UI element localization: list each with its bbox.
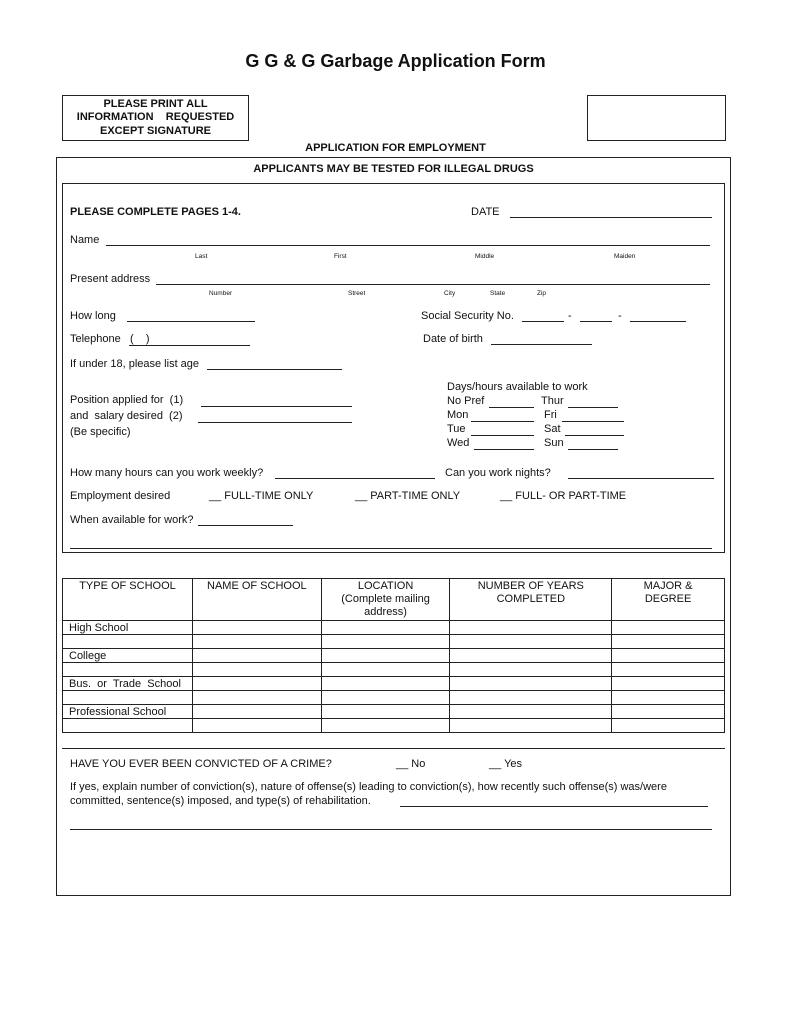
- table-cell[interactable]: [450, 719, 612, 733]
- table-cell[interactable]: [192, 691, 321, 705]
- education-header-location: LOCATION (Complete mailing address): [321, 579, 450, 621]
- crime-explain-field-2[interactable]: [70, 829, 712, 830]
- crime-section-divider: [62, 748, 725, 749]
- ssn-field-1[interactable]: [522, 321, 564, 322]
- full-or-part-time-option[interactable]: __ FULL- OR PART-TIME: [500, 490, 627, 502]
- school-type-professional: Professional School: [63, 705, 193, 719]
- table-cell[interactable]: [612, 719, 725, 733]
- table-cell: [63, 691, 193, 705]
- table-row: [63, 663, 725, 677]
- table-cell[interactable]: [612, 677, 725, 691]
- address-hint-street: Street: [348, 290, 366, 297]
- address-field[interactable]: [156, 284, 710, 285]
- school-type-trade-school: Bus. or Trade School: [63, 677, 193, 691]
- table-cell[interactable]: [192, 719, 321, 733]
- table-cell[interactable]: [612, 635, 725, 649]
- name-hint-first: First: [334, 253, 347, 260]
- table-cell[interactable]: [321, 635, 450, 649]
- table-row: [63, 635, 725, 649]
- address-hint-number: Number: [209, 290, 233, 297]
- hours-weekly-label: How many hours can you work weekly?: [70, 467, 264, 479]
- table-row: [63, 677, 725, 691]
- hours-weekly-field[interactable]: [275, 478, 435, 479]
- when-available-label: When available for work?: [70, 514, 194, 526]
- table-cell[interactable]: [612, 691, 725, 705]
- nights-field[interactable]: [568, 478, 714, 479]
- crime-explain-field-1[interactable]: [400, 806, 708, 807]
- under-18-age-field[interactable]: [207, 369, 342, 370]
- education-header-years: NUMBER OF YEARS COMPLETED: [450, 579, 612, 621]
- crime-no-option[interactable]: __ No: [396, 758, 426, 770]
- name-hint-maiden: Maiden: [614, 253, 636, 260]
- employment-desired-label: Employment desired: [70, 490, 171, 502]
- day-thur-field[interactable]: [568, 407, 618, 408]
- day-sat-label: Sat: [544, 423, 561, 435]
- table-cell[interactable]: [321, 705, 450, 719]
- table-cell: [63, 663, 193, 677]
- instructions: PLEASE COMPLETE PAGES 1-4.: [70, 206, 241, 218]
- day-tue-field[interactable]: [471, 435, 534, 436]
- address-hint-city: City: [444, 290, 456, 297]
- table-cell[interactable]: [450, 691, 612, 705]
- position-field-1[interactable]: [201, 406, 352, 407]
- position-line-3: (Be specific): [70, 426, 131, 438]
- table-cell[interactable]: [450, 621, 612, 635]
- table-cell[interactable]: [321, 719, 450, 733]
- part-time-option[interactable]: __ PART-TIME ONLY: [355, 490, 461, 502]
- date-field[interactable]: [510, 217, 712, 218]
- table-cell[interactable]: [450, 705, 612, 719]
- day-no-pref-label: No Pref: [447, 395, 485, 407]
- day-tue-label: Tue: [447, 423, 466, 435]
- day-mon-label: Mon: [447, 409, 469, 421]
- extra-line-field[interactable]: [70, 548, 712, 549]
- table-cell[interactable]: [192, 621, 321, 635]
- table-row: [63, 719, 725, 733]
- full-time-option[interactable]: __ FULL-TIME ONLY: [209, 490, 314, 502]
- ssn-field-3[interactable]: [630, 321, 686, 322]
- print-notice-line-1: PLEASE PRINT ALL: [103, 98, 208, 110]
- day-wed-label: Wed: [447, 437, 470, 449]
- date-label: DATE: [471, 206, 500, 218]
- days-available-title: Days/hours available to work: [447, 381, 588, 393]
- table-cell[interactable]: [612, 649, 725, 663]
- crime-question: HAVE YOU EVER BEEN CONVICTED OF A CRIME?: [70, 758, 332, 770]
- day-fri-label: Fri: [544, 409, 557, 421]
- school-type-high-school: High School: [63, 621, 193, 635]
- telephone-field[interactable]: [129, 345, 250, 346]
- dob-label: Date of birth: [423, 333, 483, 345]
- day-fri-field[interactable]: [562, 421, 624, 422]
- day-no-pref-field[interactable]: [489, 407, 534, 408]
- office-use-box: [587, 95, 726, 141]
- when-available-field[interactable]: [198, 525, 293, 526]
- telephone-label: Telephone: [70, 333, 121, 345]
- table-cell[interactable]: [192, 663, 321, 677]
- dob-field[interactable]: [491, 344, 592, 345]
- day-thur-label: Thur: [541, 395, 564, 407]
- table-cell[interactable]: [612, 705, 725, 719]
- how-long-label: How long: [70, 310, 116, 322]
- name-field[interactable]: [106, 245, 710, 246]
- under-18-label: If under 18, please list age: [70, 358, 200, 370]
- table-cell[interactable]: [612, 663, 725, 677]
- day-sat-field[interactable]: [565, 435, 624, 436]
- application-subtitle: APPLICATION FOR EMPLOYMENT: [305, 142, 486, 154]
- address-label: Present address: [70, 273, 151, 285]
- ssn-separator-1: -: [568, 310, 572, 322]
- education-header-name: NAME OF SCHOOL: [192, 579, 321, 621]
- school-type-college: College: [63, 649, 193, 663]
- ssn-separator-2: -: [618, 310, 622, 322]
- crime-yes-option[interactable]: __ Yes: [489, 758, 523, 770]
- table-row: [63, 705, 725, 719]
- table-row: [63, 621, 725, 635]
- crime-explain-line-2: committed, sentence(s) imposed, and type(s) of rehabilitation.: [70, 795, 371, 807]
- education-header-major: MAJOR & DEGREE: [612, 579, 725, 621]
- name-label: Name: [70, 234, 100, 246]
- page-title: G G & G Garbage Application Form: [245, 51, 546, 71]
- ssn-label: Social Security No.: [421, 310, 514, 322]
- table-cell[interactable]: [192, 635, 321, 649]
- table-cell[interactable]: [321, 649, 450, 663]
- table-cell[interactable]: [321, 663, 450, 677]
- table-cell[interactable]: [192, 649, 321, 663]
- table-cell[interactable]: [321, 677, 450, 691]
- table-row: [63, 691, 725, 705]
- position-field-2[interactable]: [198, 422, 352, 423]
- drug-notice: APPLICANTS MAY BE TESTED FOR ILLEGAL DRUGS: [253, 163, 534, 175]
- table-cell[interactable]: [612, 621, 725, 635]
- ssn-field-2[interactable]: [580, 321, 612, 322]
- address-hint-zip: Zip: [537, 290, 547, 297]
- name-hint-middle: Middle: [475, 253, 495, 260]
- crime-explain-line-1: If yes, explain number of conviction(s), nature of offense(s) leading to conviction(s), how recently such offense(s) was/were: [70, 781, 667, 793]
- table-row: [63, 649, 725, 663]
- address-hint-state: State: [490, 290, 506, 297]
- name-hint-last: Last: [195, 253, 208, 260]
- telephone-area-code: ( ): [130, 333, 150, 345]
- table-cell[interactable]: [321, 621, 450, 635]
- table-cell: [63, 635, 193, 649]
- day-mon-field[interactable]: [471, 421, 534, 422]
- print-notice-line-3: EXCEPT SIGNATURE: [99, 125, 212, 137]
- nights-label: Can you work nights?: [445, 467, 551, 479]
- table-cell[interactable]: [321, 691, 450, 705]
- print-notice-line-2: INFORMATION REQUESTED: [76, 111, 235, 123]
- day-sun-label: Sun: [544, 437, 564, 449]
- education-header-type: TYPE OF SCHOOL: [63, 579, 193, 621]
- day-wed-field[interactable]: [474, 449, 534, 450]
- table-cell[interactable]: [450, 677, 612, 691]
- table-cell[interactable]: [450, 663, 612, 677]
- how-long-field[interactable]: [127, 321, 255, 322]
- table-cell[interactable]: [192, 705, 321, 719]
- position-line-1: Position applied for (1): [70, 394, 184, 406]
- table-cell[interactable]: [192, 677, 321, 691]
- education-table: [62, 578, 725, 733]
- table-cell[interactable]: [450, 635, 612, 649]
- day-sun-field[interactable]: [568, 449, 618, 450]
- table-cell: [63, 719, 193, 733]
- position-line-2: and salary desired (2): [70, 410, 183, 422]
- table-cell[interactable]: [450, 649, 612, 663]
